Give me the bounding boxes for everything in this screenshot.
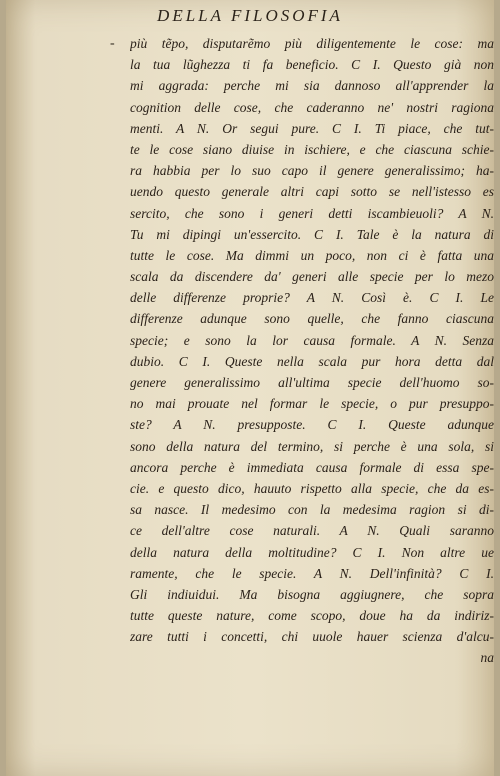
text-line: sercito, che sono i generi detti iscambieuoli? A N. — [130, 205, 494, 221]
text-line: zare tutti i concetti, chi uuole hauer scienza d'alcu- — [130, 629, 494, 645]
text-line: ancora perche è immediata causa formale di essa spe- — [130, 459, 494, 475]
text-line: scala da discendere da' generi alle specie per lo mezo — [130, 269, 494, 285]
text-line: della natura della moltitudine? C I. Non altre ue — [130, 544, 494, 560]
text-line: cie. e questo dico, hauuto rispetto alla specie, che da es- — [130, 480, 494, 496]
text-line: cognition delle cose, che caderanno ne' nostri ragiona — [130, 99, 494, 115]
text-line: tutte le cose. Ma dimmi un poco, non ci è fatta una — [130, 247, 494, 263]
margin-mark: - — [110, 36, 115, 51]
text-line: Tu mi dipingi un'essercito. C I. Tale è la natura di — [130, 226, 494, 242]
text-line: più tẽpo, disputarẽmo più diligentemente le cose: ma — [130, 36, 494, 51]
text-line: mi aggrada: perche mi sia dannoso all'apprender la — [130, 78, 494, 94]
text-line: delle differenze proprie? A N. Così è. C I. Le — [130, 290, 494, 306]
text-line: ramente, che le specie. A N. Dell'infinità? C I. — [130, 565, 494, 581]
text-line: genere generalissimo all'ultima specie dell'huomo so- — [130, 375, 494, 390]
text-line: menti. A N. Or segui pure. C I. Ti piace, che tut- — [130, 120, 494, 136]
text-line: ste? A N. presupposte. C I. Queste adunque — [130, 417, 494, 433]
text-line: la tua lũghezza ti fa beneficio. C I. Questo già non — [130, 57, 494, 73]
text-line: sa nasce. Il medesimo con la medesima ragion si di- — [130, 502, 494, 518]
text-line: uendo questo generale altri capi sotto se nell'istesso es — [130, 184, 494, 200]
text-line: specie; e sono la lor causa formale. A N. Senza — [130, 332, 494, 348]
text-line: no mai prouate nel formar le specie, o pur presuppo- — [130, 396, 494, 412]
text-line: ra habbia per lo suo capo il genere generalissimo; ha- — [130, 163, 494, 179]
text-line: differenze adunque sono quelle, che fanno ciascuna — [130, 311, 494, 327]
book-page — [6, 0, 494, 776]
body-text — [130, 33, 494, 669]
running-head: DELLA FILOSOFIA — [157, 6, 343, 25]
text-line: ce dell'altre cose naturali. A N. Quali saranno — [130, 523, 494, 539]
text-line: sono della natura del termino, si perche è una sola, si — [130, 438, 494, 454]
text-line: te le cose siano diuise in ischiere, e che ciascuna schie- — [130, 141, 494, 157]
text-line: Gli indiuidui. Ma bisogna aggiugnere, che sopra — [130, 586, 494, 602]
text-line: dubio. C I. Queste nella scala pur hora detta dal — [130, 353, 494, 369]
catchword: na — [480, 650, 494, 666]
text-line: tutte queste nature, come scopo, doue ha da indiriz- — [130, 608, 494, 624]
